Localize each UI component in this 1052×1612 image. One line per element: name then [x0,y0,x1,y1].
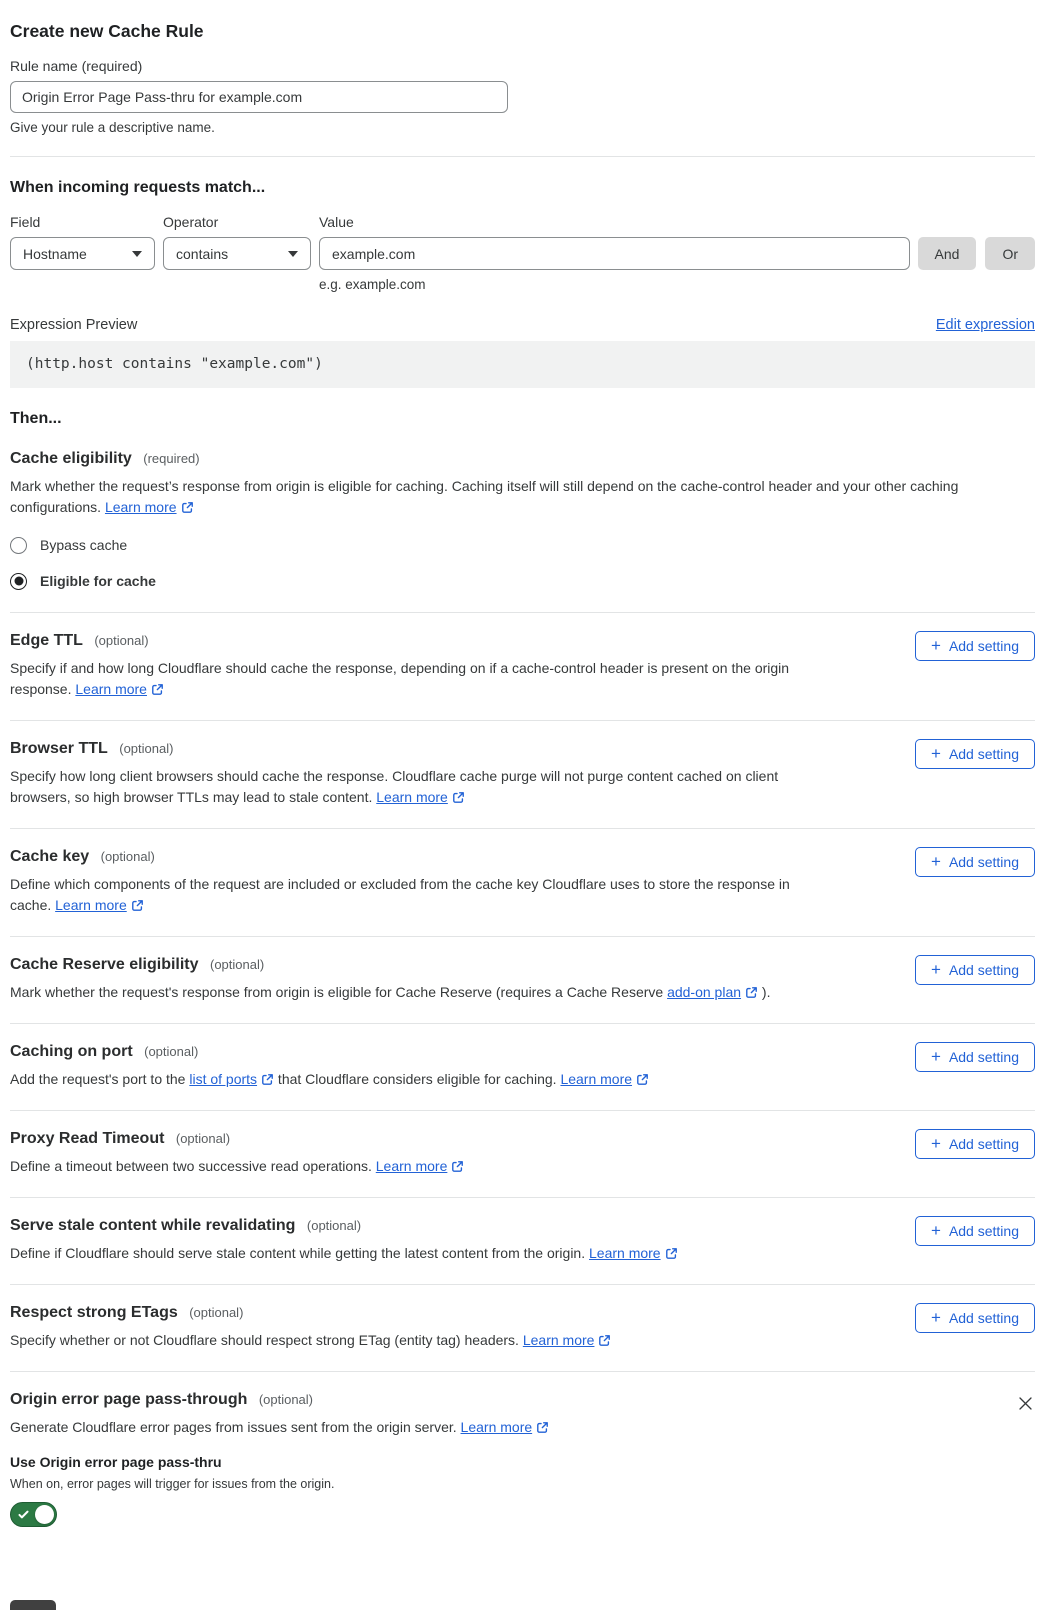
plus-icon: + [931,636,941,655]
desc-text: Specify whether or not Cloudflare should respect strong ETag (entity tag) headers. [10,1332,523,1348]
desc-text: Define which components of the request are included or excluded from the cache key Cloudflare uses to store the response in cache. [10,876,790,913]
section-divider [10,828,1035,829]
learn-more-link[interactable]: Learn more [523,1332,612,1348]
desc-text: that Cloudflare considers eligible for caching. [274,1071,561,1087]
learn-more-link[interactable]: Learn more [55,897,144,913]
radio-option[interactable] [10,570,1035,592]
section-divider [10,612,1035,613]
setting-title: Proxy Read Timeout [10,1130,165,1147]
setting-section [10,1023,1035,1090]
external-link-icon [181,501,194,514]
external-link-icon [598,1334,611,1347]
value-help: e.g. example.com [319,277,426,292]
setting-title: Caching on port [10,1043,133,1060]
add-setting-label: Add setting [948,1136,1019,1152]
operator-label: Operator [163,214,219,230]
section-divider [10,1023,1035,1024]
learn-more-link[interactable]: Learn more [376,1158,465,1174]
external-link-icon [636,1073,649,1086]
add-setting-button[interactable] [915,739,1035,769]
and-button[interactable]: And [918,237,977,270]
setting-description [10,1156,464,1177]
external-link-icon [745,986,758,999]
cache-eligibility-options [10,534,1035,592]
setting-description [10,658,818,700]
divider [10,156,1035,157]
section-divider [10,720,1035,721]
setting-title: Cache key [10,848,90,865]
toggle-label: Use Origin error page pass-thru [10,1454,222,1470]
add-setting-label: Add setting [948,746,1019,762]
setting-title: Origin error page pass-through [10,1391,248,1408]
setting-section [10,1197,1035,1264]
page-title: Create new Cache Rule [10,21,204,41]
plus-icon: + [931,852,941,871]
cache-eligibility-description [10,476,1035,518]
add-setting-button[interactable] [915,1303,1035,1333]
setting-optional-tag: (optional) [100,849,155,864]
cache-eligibility-title: Cache eligibility [10,450,132,467]
origin-error-toggle[interactable] [10,1502,57,1527]
or-button[interactable]: Or [985,237,1035,270]
desc-text: Define a timeout between two successive read operations. [10,1158,376,1174]
optional-settings-list [10,612,1035,1351]
desc-text: Mark whether the request's response from origin is eligible for Cache Reserve (requires a Cache Reserve [10,984,668,1000]
external-link-icon [261,1073,274,1086]
setting-description [10,1417,549,1438]
setting-section [10,720,1035,808]
plus-icon: + [931,1134,941,1153]
plus-icon: + [931,960,941,979]
plus-icon: + [931,1308,941,1327]
setting-description [10,1330,611,1351]
desc-text: Define if Cloudflare should serve stale content while getting the latest content from the origin. [10,1245,589,1261]
external-link-icon [151,683,164,696]
external-link-icon [665,1247,678,1260]
add-setting-button[interactable] [915,1129,1035,1159]
setting-section [10,612,1035,700]
origin-error-section [10,1371,1035,1527]
desc-text: Specify how long client browsers should cache the response. Cloudflare cache purge will not purge content cached on client browsers, so high browser TTLs may lead to stale content. [10,768,779,805]
learn-more-link[interactable]: Learn more [560,1071,649,1087]
then-heading: Then... [10,410,62,427]
value-label: Value [319,214,354,230]
setting-optional-tag: (optional) [144,1044,199,1059]
checkmark-icon [18,1510,29,1519]
expression-code: (http.host contains "example.com") [10,341,1035,388]
cutoff-button-top[interactable] [10,1600,56,1610]
toggle-knob [35,1505,54,1524]
learn-more-link[interactable]: Learn more [376,789,465,805]
section-divider [10,1110,1035,1111]
add-setting-label: Add setting [948,638,1019,654]
learn-more-link[interactable]: Learn more [75,681,164,697]
field-select[interactable] [10,237,155,270]
add-setting-button[interactable] [915,1042,1035,1072]
match-heading: When incoming requests match... [10,179,266,196]
desc-text: Mark whether the request’s response from origin is eligible for caching. Caching itself will still depend on the cache-control header and your other caching configurations. [10,478,959,515]
setting-optional-tag: (optional) [209,957,265,972]
setting-optional-tag: (optional) [94,633,149,648]
plus-icon: + [931,744,941,763]
expression-preview-label: Expression Preview [10,317,138,333]
rule-name-label: Rule name (required) [10,58,143,74]
add-setting-label: Add setting [948,962,1019,978]
setting-title: Browser TTL [10,740,108,757]
setting-description [10,766,818,808]
external-link-icon [452,791,465,804]
external-link-icon [536,1421,549,1434]
learn-more-link[interactable]: Learn more [461,1419,550,1435]
setting-optional-tag: (optional) [175,1131,231,1146]
value-input[interactable] [319,237,910,270]
radio-option[interactable] [10,534,1035,556]
chevron-down-icon [132,251,142,257]
desc-text: ). [758,984,771,1000]
field-select-value: Hostname [23,245,87,262]
inline-link[interactable]: add-on plan [667,984,758,1000]
add-setting-label: Add setting [948,1223,1019,1239]
desc-text: Generate Cloudflare error pages from issues sent from the origin server. [10,1419,461,1435]
learn-more-link[interactable]: Learn more [589,1245,678,1261]
edit-expression-link[interactable]: Edit expression [935,317,1035,333]
add-setting-button[interactable] [915,847,1035,877]
radio-label: Eligible for cache [40,573,156,589]
setting-optional-tag: (optional) [258,1392,314,1407]
setting-section [10,828,1035,916]
setting-description [10,1243,678,1264]
setting-title: Cache Reserve eligibility [10,956,199,973]
rule-name-input[interactable] [10,81,508,113]
learn-more-link[interactable]: Learn more [105,499,194,515]
radio-icon [10,537,27,554]
setting-description [10,982,770,1003]
operator-select-value: contains [176,245,229,262]
desc-text: Add the request's port to the [10,1071,190,1087]
inline-link[interactable]: list of ports [189,1071,274,1087]
radio-icon [10,573,27,590]
add-setting-button[interactable] [915,1216,1035,1246]
setting-title: Respect strong ETags [10,1304,178,1321]
rule-name-help: Give your rule a descriptive name. [10,120,215,135]
radio-label: Bypass cache [40,537,128,553]
setting-optional-tag: (optional) [189,1305,244,1320]
setting-section [10,1110,1035,1177]
section-divider [10,1197,1035,1198]
setting-title: Serve stale content while revalidating [10,1217,296,1234]
desc-text: Specify if and how long Cloudflare should cache the response, depending on if a cache-control header is present on the origin response. [10,660,790,697]
plus-icon: + [931,1047,941,1066]
add-setting-label: Add setting [948,1049,1019,1065]
add-setting-button[interactable] [915,631,1035,661]
field-label: Field [10,214,41,230]
setting-section [10,1284,1035,1351]
toggle-help: When on, error pages will trigger for issues from the origin. [10,1477,335,1491]
section-divider [10,1284,1035,1285]
close-icon[interactable] [1016,1392,1035,1418]
add-setting-button[interactable] [915,955,1035,985]
plus-icon: + [931,1221,941,1240]
external-link-icon [131,899,144,912]
add-setting-label: Add setting [948,1310,1019,1326]
setting-description [10,874,818,916]
setting-section [10,936,1035,1003]
operator-select[interactable] [163,237,311,270]
setting-description [10,1069,649,1090]
setting-optional-tag: (optional) [119,741,174,756]
cache-eligibility-required-tag: (required) [143,451,200,466]
condition-row [10,214,1035,293]
external-link-icon [451,1160,464,1173]
setting-optional-tag: (optional) [306,1218,362,1233]
chevron-down-icon [288,251,298,257]
setting-title: Edge TTL [10,632,83,649]
section-divider [10,936,1035,937]
add-setting-label: Add setting [948,854,1019,870]
section-divider [10,1371,1035,1372]
